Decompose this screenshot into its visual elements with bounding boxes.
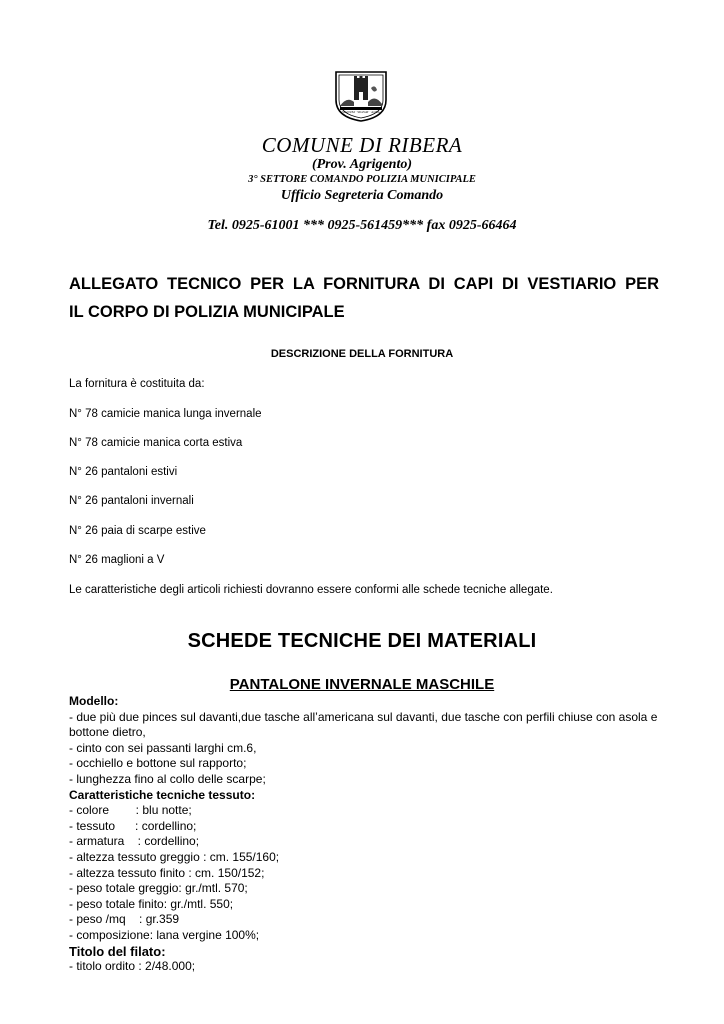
spec-line: - peso totale greggio: gr./mtl. 570; <box>69 881 248 896</box>
supply-item: N° 26 paia di scarpe estive <box>69 525 206 537</box>
product-specification <box>69 694 669 975</box>
spec-line: - lunghezza fino al collo delle scarpe; <box>69 771 266 786</box>
municipality-title: COMUNE DI RIBERA <box>261 133 463 157</box>
document-title-line-2: IL CORPO DI POLIZIA MUNICIPALE <box>69 303 345 321</box>
conformity-note: Le caratteristiche degli articoli richiesti dovranno essere conformi alle schede tecniche allegate. <box>69 584 553 596</box>
supply-item: N° 78 camicie manica lunga invernale <box>69 408 262 420</box>
supply-item: N° 26 pantaloni invernali <box>69 495 194 507</box>
sector-line: 3° SETTORE COMANDO POLIZIA MUNICIPALE <box>248 174 476 185</box>
fabric-label: Caratteristiche tecniche tessuto: <box>69 787 256 802</box>
spec-line: - altezza tessuto greggio : cm. 155/160; <box>69 849 280 864</box>
contact-line: Tel. 0925-61001 *** 0925-561459*** fax 0925-66464 <box>207 218 517 233</box>
spec-line: - colore : blu notte; <box>69 803 192 818</box>
yarn-label: Titolo del filato: <box>69 943 166 959</box>
document-title <box>69 270 659 326</box>
spec-line: - altezza tessuto finito : cm. 150/152; <box>69 865 265 880</box>
spec-line: - armatura : cordellino; <box>69 834 200 849</box>
supply-description-heading: DESCRIZIONE DELLA FORNITURA <box>270 348 454 360</box>
spec-line: - cinto con sei passanti larghi cm.6, <box>69 740 257 755</box>
spec-line: - peso totale finito: gr./mtl. 550; <box>69 896 234 911</box>
spec-line: - composizione: lana vergine 100%; <box>69 927 260 942</box>
document-title-line-1: ALLEGATO TECNICO PER LA FORNITURA DI CAPI DI VESTIARIO PER <box>69 275 659 293</box>
office-line: Ufficio Segreteria Comando <box>280 188 444 203</box>
supply-item: N° 26 maglioni a V <box>69 554 165 566</box>
supply-intro: La fornitura è costituita da: <box>69 378 205 390</box>
spec-line: - occhiello e bottone sul rapporto; <box>69 756 247 771</box>
product-heading: PANTALONE INVERNALE MASCHILE <box>229 676 495 693</box>
coat-of-arms-logo <box>333 70 389 122</box>
model-label: Modello: <box>69 694 119 708</box>
supply-item: N° 78 camicie manica corta estiva <box>69 437 243 449</box>
province-line: (Prov. Agrigento) <box>311 157 413 172</box>
spec-line: - titolo ordito : 2/48.000; <box>69 959 196 974</box>
spec-line: - due più due pinces sul davanti,due tasche all’americana sul davanti, due tasche con perfili chiuse con asola e bottone dietro, <box>69 709 658 740</box>
spec-line: - peso /mq : gr.359 <box>69 912 180 927</box>
supply-item: N° 26 pantaloni estivi <box>69 466 178 478</box>
spec-line: - tessuto : cordellino; <box>69 818 197 833</box>
technical-sheets-heading: SCHEDE TECNICHE DEI MATERIALI <box>187 630 537 652</box>
crest-motto: SIGNUM · SIGNAT · ALBA <box>342 110 380 114</box>
